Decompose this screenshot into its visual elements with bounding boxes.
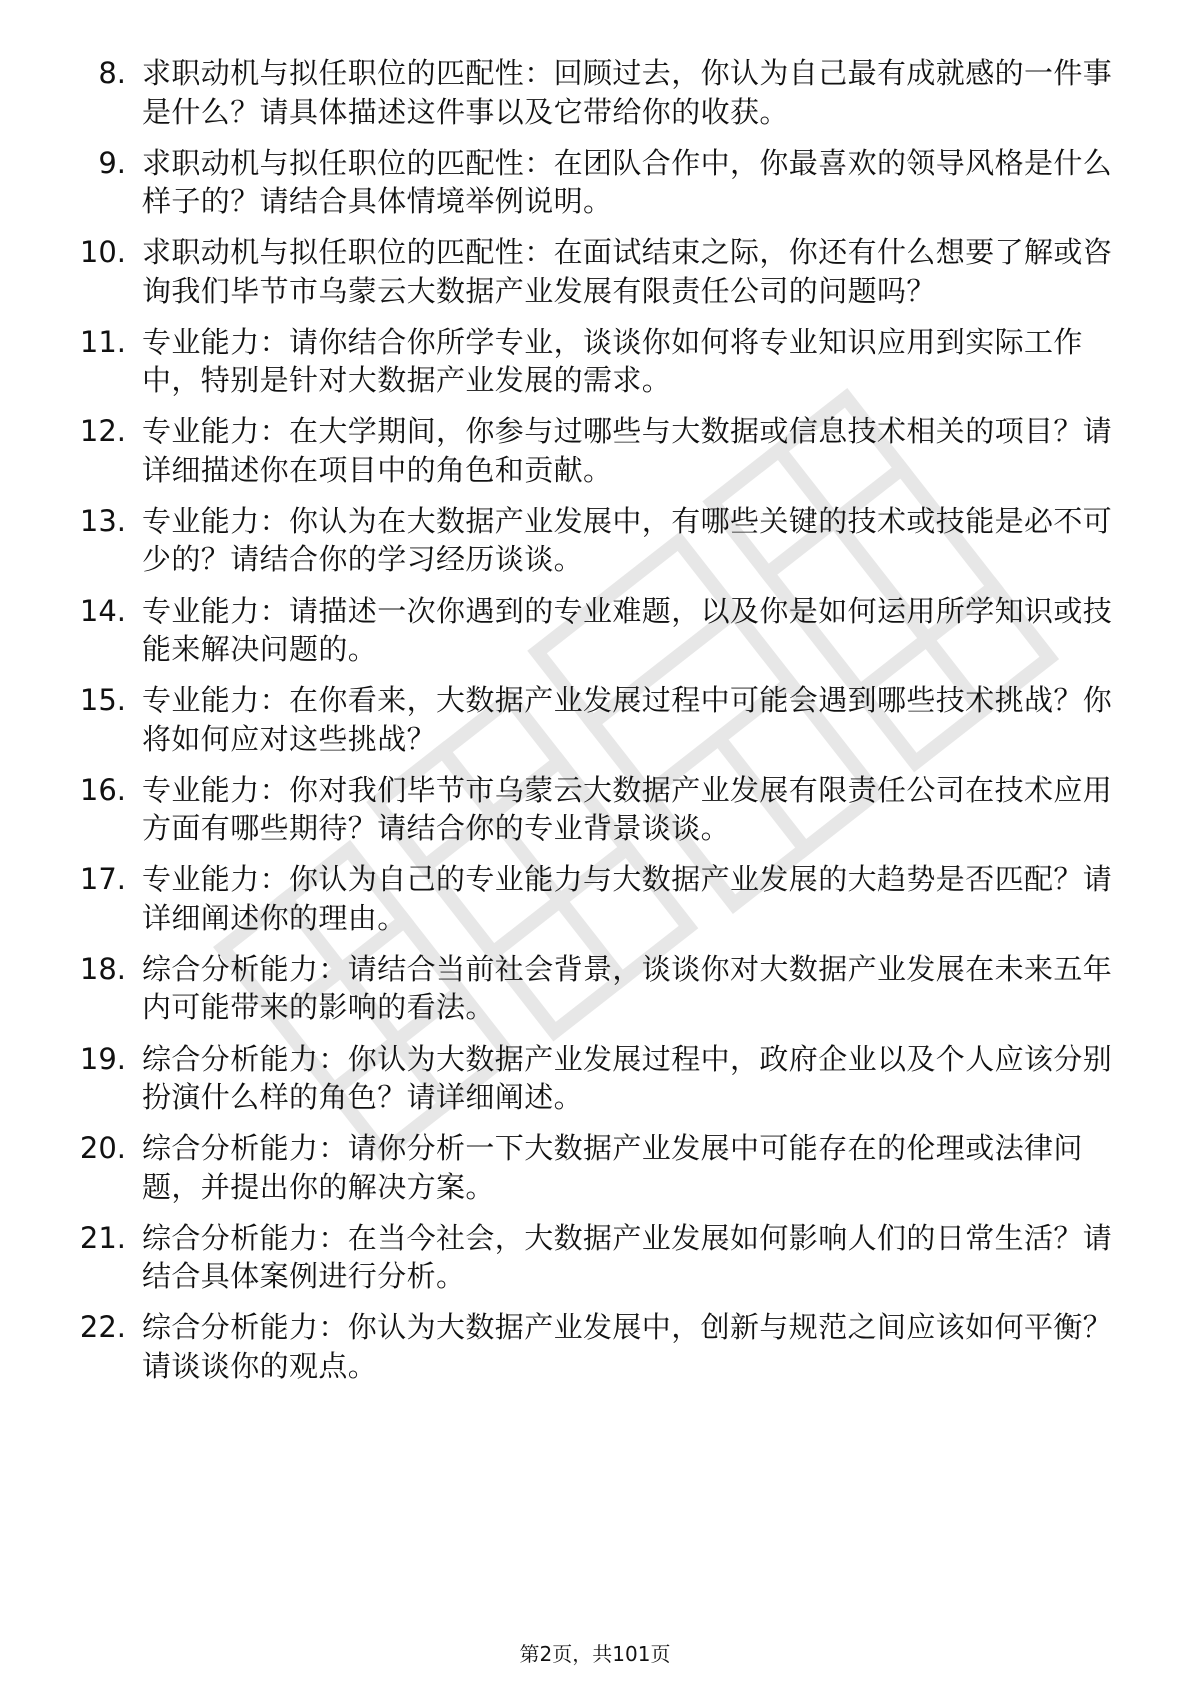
question-text: 综合分析能力：在当今社会，大数据产业发展如何影响人们的日常生活？请结合具体案例进行分析。 [142, 1220, 1113, 1294]
list-item [56, 233, 1116, 310]
question-number: 10. [79, 235, 126, 270]
question-number: 11. [79, 324, 126, 359]
list-item [56, 1129, 1116, 1206]
list-item [56, 412, 1116, 489]
question-text: 综合分析能力：你认为大数据产业发展中，创新与规范之间应该如何平衡？请谈谈你的观点。 [142, 1310, 1113, 1383]
question-text: 专业能力：请描述一次你遇到的专业难题，以及你是如何运用所学知识或技能来解决问题的。 [142, 593, 1113, 667]
question-number: 9. [98, 145, 126, 180]
question-number: 21. [79, 1220, 126, 1255]
question-number: 13. [79, 503, 126, 538]
question-text: 综合分析能力：你认为大数据产业发展过程中，政府企业以及个人应该分别扮演什么样的角色？请详细阐述。 [142, 1041, 1113, 1115]
question-list [56, 54, 1116, 1398]
question-number: 16. [79, 772, 126, 807]
question-number: 18. [79, 951, 126, 986]
question-text: 综合分析能力：请你分析一下大数据产业发展中可能存在的伦理或法律问题，并提出你的解决方案。 [142, 1131, 1083, 1204]
list-item [56, 1219, 1116, 1296]
list-item [56, 144, 1116, 221]
question-text: 求职动机与拟任职位的匹配性：在团队合作中，你最喜欢的领导风格是什么样子的？请结合具体情境举例说明。 [142, 145, 1113, 219]
question-number: 8. [98, 56, 126, 90]
list-item [56, 681, 1116, 758]
question-number: 17. [79, 862, 126, 897]
question-number: 12. [79, 414, 126, 449]
list-item [56, 323, 1116, 400]
list-item [56, 54, 1116, 131]
question-text: 专业能力：你认为在大数据产业发展中，有哪些关键的技术或技能是必不可少的？请结合你的学习经历谈谈。 [142, 503, 1113, 577]
list-item [56, 592, 1116, 669]
question-text: 求职动机与拟任职位的匹配性：在面试结束之际，你还有什么想要了解或咨询我们毕节市乌蒙云大数据产业发展有限责任公司的问题吗？ [142, 235, 1113, 308]
question-number: 15. [79, 683, 126, 718]
question-number: 22. [79, 1310, 126, 1345]
question-text: 专业能力：你认为自己的专业能力与大数据产业发展的大趋势是否匹配？请详细阐述你的理由。 [142, 862, 1113, 935]
list-item [56, 1308, 1116, 1385]
list-item [56, 860, 1116, 937]
question-number: 19. [79, 1041, 126, 1076]
question-number: 20. [79, 1131, 126, 1166]
question-text: 专业能力：你对我们毕节市乌蒙云大数据产业发展有限责任公司在技术应用方面有哪些期待？请结合你的专业背景谈谈。 [142, 772, 1113, 846]
question-text: 专业能力：在你看来，大数据产业发展过程中可能会遇到哪些技术挑战？你将如何应对这些挑战？ [142, 683, 1113, 756]
question-text: 专业能力：请你结合你所学专业，谈谈你如何将专业知识应用到实际工作中，特别是针对大数据产业发展的需求。 [142, 324, 1083, 398]
question-text: 综合分析能力：请结合当前社会背景，谈谈你对大数据产业发展在未来五年内可能带来的影响的看法。 [142, 951, 1113, 1025]
question-number: 14. [79, 593, 126, 628]
list-item [56, 771, 1116, 848]
page-footer: 第2页，共101页 [519, 1642, 671, 1666]
list-item [56, 950, 1116, 1027]
list-item [56, 1040, 1116, 1117]
list-item [56, 502, 1116, 579]
question-text: 专业能力：在大学期间，你参与过哪些与大数据或信息技术相关的项目？请详细描述你在项目中的角色和贡献。 [142, 414, 1113, 487]
question-text: 求职动机与拟任职位的匹配性：回顾过去，你认为自己最有成就感的一件事是什么？请具体描述这件事以及它带给你的收获。 [142, 56, 1113, 129]
